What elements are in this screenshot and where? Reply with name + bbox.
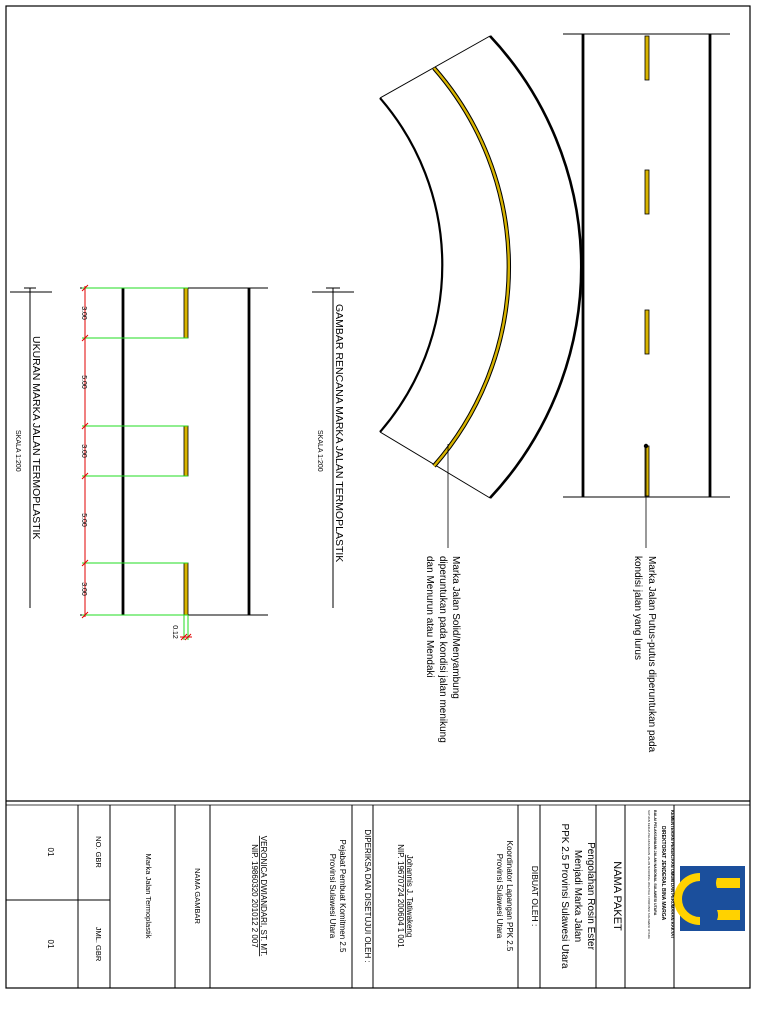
ministry-line2: DIREKTORAT JENDERAL BINA MARGA [660, 826, 666, 921]
dashed-center-marking [645, 36, 649, 496]
dims-title-block [10, 288, 52, 608]
note-dashed-line2: kondisi jalan yang lurus [632, 556, 643, 660]
made-by-line1: Koordinator Lapangan PPK 2.5 [505, 840, 514, 952]
ministry-line3: BALAI PELAKSANAAN JALAN NASIONAL SULAWESI UTARA [653, 810, 657, 916]
checked-heading: DIPERIKSA DAN DISETUJUI OLEH : [363, 829, 372, 963]
checked-line2: Provinsi Sulawesi Utara [328, 853, 337, 939]
sheet-total-heading: JML. GBR [94, 926, 103, 962]
coordinator-nip: NIP. 19670724 200604 1 001 [396, 844, 405, 948]
straight-road-plan [563, 34, 730, 548]
note-solid-marking [424, 556, 461, 743]
checked-line1: Pejabat Pembuat Komitmen 2.5 [338, 839, 347, 953]
plan-scale: SKALA 1:200 [316, 430, 323, 472]
coordinator-name: Johannis J. Tatiwakeng [405, 854, 414, 938]
ministry-logo [678, 866, 745, 931]
note-solid-line2: diperuntukan pada kondisi jalan menikung [437, 556, 448, 743]
ministry-line4: SATUAN KERJA PELAKSANAAN JALAN NASIONAL WILAYAH I PROVINSI SULAWESI UTARA [647, 810, 651, 939]
dim-label-2: 5.00 [80, 375, 87, 389]
dims-scale: SKALA 1:200 [14, 430, 21, 472]
officer-nip: NIP. 19860320 201012 2 007 [250, 844, 259, 948]
note-solid-line1: Marka Jalan Solid/Menyambung [450, 556, 461, 699]
dim-label-5: 3.00 [80, 582, 87, 596]
sheet-no-heading: NO. GBR [94, 836, 103, 868]
package-heading: NAMA PAKET [611, 861, 623, 931]
sheet-no: 01 [46, 847, 55, 857]
note-dashed-line1: Marka Jalan Putus-putus diperuntukan pada [646, 556, 657, 753]
dim-label-4: 5.00 [80, 513, 87, 527]
dimension-road-plan [80, 285, 268, 640]
dims-title: UKURAN MARKA JALAN TERMOPLASTIK [30, 336, 42, 540]
note-dashed-marking [632, 556, 657, 753]
dim-label-3: 3.00 [80, 444, 87, 458]
made-by-heading: DIBUAT OLEH : [530, 865, 540, 927]
officer-name: VERONICA DWIANDARI, ST. MT. [259, 835, 268, 957]
plan-title: GAMBAR RENCANA MARKA JALAN TERMOPLASTIK [333, 304, 345, 563]
package-line1: Pengolahan Rosin Ester [585, 842, 596, 950]
dim-label-1: 3.00 [80, 306, 87, 320]
package-line3: PPK 2.5 Provinsi Sulawesi Utara [559, 823, 570, 969]
plan-title-block [312, 288, 354, 608]
curved-road-plan [380, 36, 581, 548]
solid-center-marking [434, 68, 509, 466]
package-line2: Menjadi Marka Jalan [572, 849, 583, 943]
note-solid-line3: dan Menurun atau Mendaki [424, 556, 435, 678]
ministry-line1: KEMENTERIAN PEKERJAAN UMUM DAN PERUMAHAN RAKYAT [670, 810, 675, 939]
drawing-name-heading: NAMA GAMBAR [193, 868, 202, 924]
drawing-name: Marka Jalan Termoplastik [144, 853, 153, 939]
marking-width-label: 0.12 [171, 625, 178, 639]
made-by-line2: Provinsi Sulawesi Utara [495, 853, 504, 939]
sheet-total: 01 [46, 939, 55, 949]
